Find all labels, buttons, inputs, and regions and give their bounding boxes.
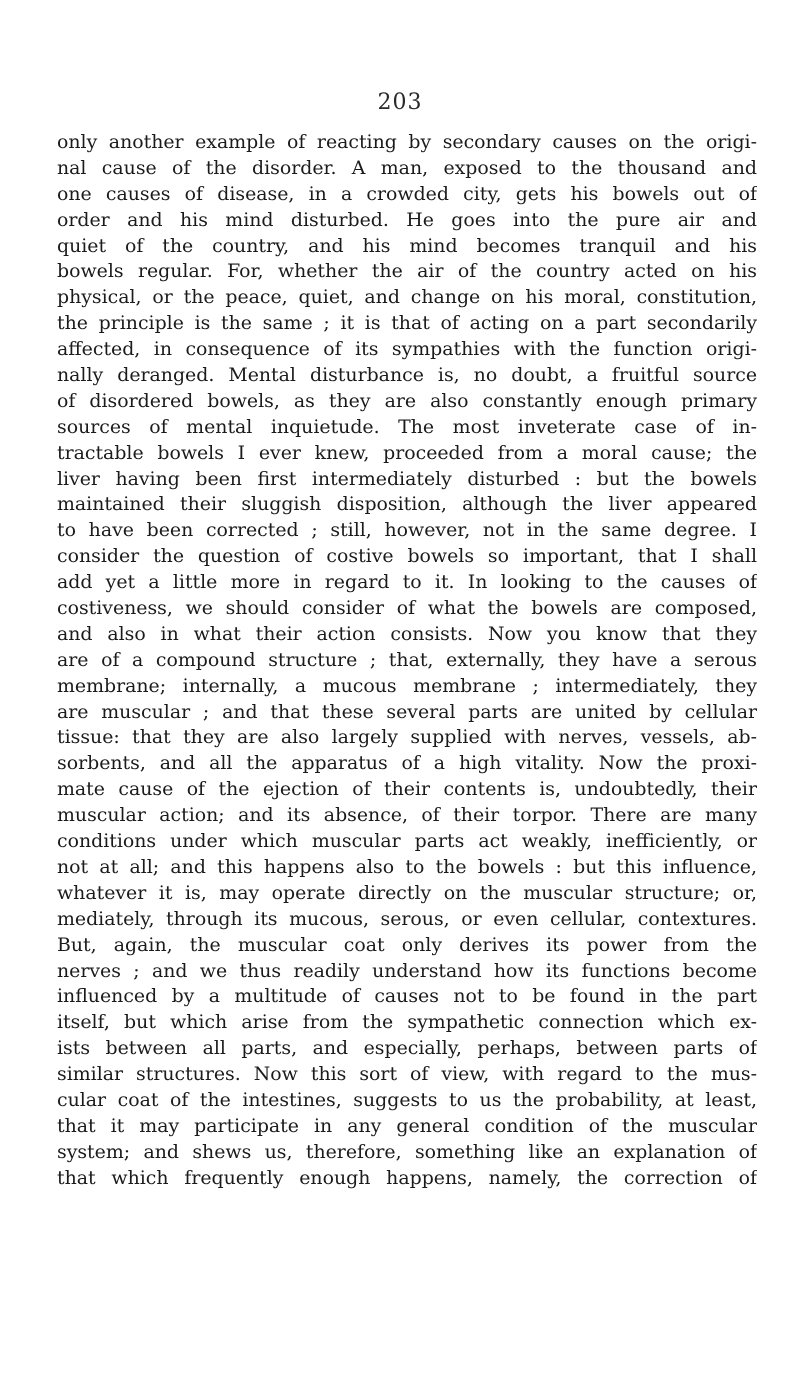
- text-line: tissue: that they are also largely supplied with nerves, vessels, ab-: [57, 726, 757, 749]
- text-line: not at all; and this happens also to the bowels : but this influence,: [57, 855, 757, 878]
- text-line: nerves ; and we thus readily understand how its functions become: [57, 959, 757, 982]
- text-line: that which frequently enough happens, namely, the correction of: [57, 1166, 757, 1189]
- text-line: influenced by a multitude of causes not to be found in the part: [57, 985, 757, 1008]
- text-line: nally deranged. Mental disturbance is, no doubt, a fruitful source: [57, 364, 757, 387]
- text-line: cular coat of the intestines, suggests to us the probability, at least,: [57, 1088, 757, 1111]
- text-line: sorbents, and all the apparatus of a high vitality. Now the proxi-: [57, 752, 757, 775]
- text-line: costiveness, we should consider of what the bowels are composed,: [57, 597, 757, 620]
- text-line: add yet a little more in regard to it. In looking to the causes of: [57, 571, 757, 594]
- text-line: liver having been first intermediately disturbed : but the bowels: [57, 467, 757, 490]
- body-text: [57, 130, 757, 1192]
- text-line: affected, in consequence of its sympathies with the function origi-: [57, 338, 757, 361]
- text-line: quiet of the country, and his mind becomes tranquil and his: [57, 234, 757, 257]
- text-line: only another example of reacting by secondary causes on the origi-: [57, 131, 757, 153]
- text-line: mediately, through its mucous, serous, or even cellular, contextures.: [57, 907, 757, 930]
- text-line: ists between all parts, and especially, perhaps, between parts of: [57, 1037, 757, 1060]
- text-line: conditions under which muscular parts act weakly, inefficiently, or: [57, 830, 757, 853]
- text-line: tractable bowels I ever knew, proceeded from a moral cause; the: [57, 441, 757, 464]
- text-line: But, again, the muscular coat only derives its power from the: [57, 933, 757, 956]
- text-line: physical, or the peace, quiet, and change on his moral, constitution,: [57, 286, 757, 309]
- text-line: to have been corrected ; still, however, not in the same degree. I: [57, 519, 757, 542]
- text-line: whatever it is, may operate directly on the muscular structure; or,: [57, 881, 757, 904]
- text-line: sources of mental inquietude. The most inveterate case of in-: [57, 415, 757, 438]
- text-line: muscular action; and its absence, of their torpor. There are many: [57, 804, 757, 827]
- text-line: membrane; internally, a mucous membrane ; intermediately, they: [57, 674, 757, 697]
- text-line: consider the question of costive bowels so important, that I shall: [57, 545, 757, 568]
- text-line: mate cause of the ejection of their contents is, undoubtedly, their: [57, 778, 757, 801]
- text-line: the principle is the same ; it is that of acting on a part secondarily: [57, 312, 757, 335]
- text-line: are of a compound structure ; that, externally, they have a serous: [57, 648, 757, 671]
- text-line: system; and shews us, therefore, something like an explanation of: [57, 1140, 757, 1163]
- text-line: bowels regular. For, whether the air of the country acted on his: [57, 260, 757, 283]
- page-number: 203: [377, 90, 423, 115]
- text-line: maintained their sluggish disposition, although the liver appeared: [57, 493, 757, 516]
- text-line: one causes of disease, in a crowded city, gets his bowels out of: [57, 182, 757, 205]
- text-line: nal cause of the disorder. A man, exposed to the thousand and: [57, 156, 757, 179]
- text-line: similar structures. Now this sort of view, with regard to the mus-: [57, 1063, 757, 1086]
- text-line: itself, but which arise from the sympathetic connection which ex-: [57, 1011, 757, 1034]
- text-line: are muscular ; and that these several parts are united by cellular: [57, 700, 757, 723]
- text-line: order and his mind disturbed. He goes into the pure air and: [57, 208, 757, 231]
- text-line: and also in what their action consists. Now you know that they: [57, 622, 757, 645]
- text-line: of disordered bowels, as they are also constantly enough primary: [57, 389, 757, 412]
- text-line: that it may participate in any general condition of the muscular: [57, 1114, 757, 1137]
